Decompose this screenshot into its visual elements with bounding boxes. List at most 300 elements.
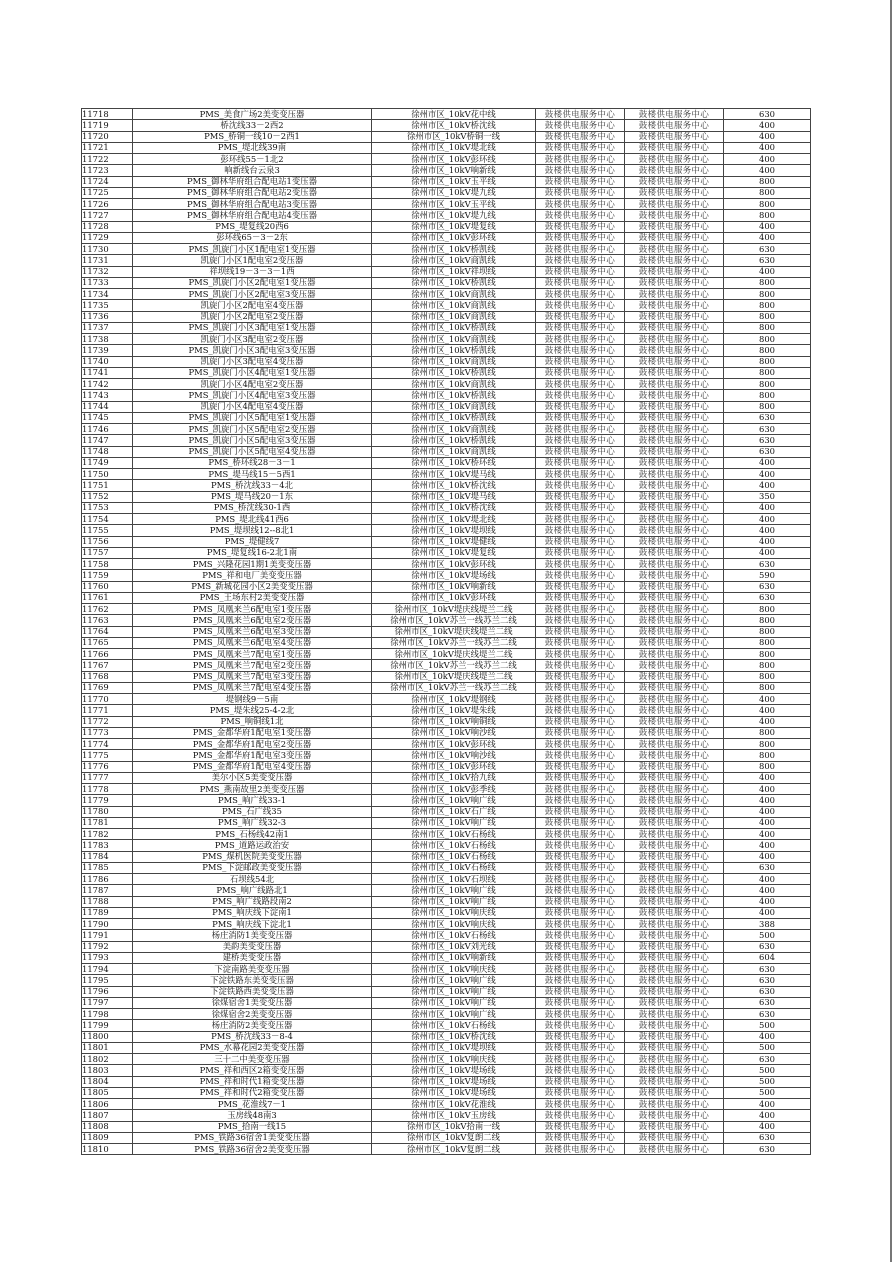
transformer-name-cell: PMS_兴隆花园1期1美变变压器 (133, 559, 372, 570)
management-center-cell: 鼓楼供电服务中心 (625, 997, 724, 1008)
management-center-cell: 鼓楼供电服务中心 (625, 289, 724, 300)
transformer-name-cell: PMS_响广线32-3 (133, 817, 372, 828)
service-center-cell: 鼓楼供电服务中心 (536, 334, 625, 345)
transformer-name-cell: PMS_凯旋门小区5配电室3变压器 (133, 435, 372, 446)
transformer-name-cell: PMS_金都华府1配电室3变压器 (133, 750, 372, 761)
table-row (82, 1087, 811, 1098)
service-center-cell: 鼓楼供电服务中心 (536, 637, 625, 648)
transformer-name-cell: PMS_石杨线42南1 (133, 829, 372, 840)
table-row (82, 379, 811, 390)
table-row (82, 1144, 811, 1155)
transformer-name-cell: 凯旋门小区4配电室4变压器 (133, 401, 372, 412)
row-id-cell: 11793 (82, 952, 133, 963)
service-center-cell: 鼓楼供电服务中心 (536, 176, 625, 187)
capacity-cell: 400 (724, 817, 811, 828)
table-row (82, 536, 811, 547)
capacity-cell: 630 (724, 435, 811, 446)
service-center-cell: 鼓楼供电服务中心 (536, 356, 625, 367)
feeder-line-cell: 徐州市区_10kV桥凯线 (372, 244, 536, 255)
service-center-cell: 鼓楼供电服务中心 (536, 817, 625, 828)
table-row (82, 1132, 811, 1143)
feeder-line-cell: 徐州市区_10kV玉房线 (372, 1110, 536, 1121)
capacity-cell: 400 (724, 142, 811, 153)
table-row (82, 559, 811, 570)
table-row (82, 829, 811, 840)
management-center-cell: 鼓楼供电服务中心 (625, 649, 724, 660)
management-center-cell: 鼓楼供电服务中心 (625, 907, 724, 918)
transformer-name-cell: 凯旋门小区2配电室2变压器 (133, 311, 372, 322)
capacity-cell: 500 (724, 1087, 811, 1098)
row-id-cell: 11725 (82, 187, 133, 198)
service-center-cell: 鼓楼供电服务中心 (536, 874, 625, 885)
feeder-line-cell: 徐州市区_10kV堤复线 (372, 547, 536, 558)
service-center-cell: 鼓楼供电服务中心 (536, 131, 625, 142)
service-center-cell: 鼓楼供电服务中心 (536, 997, 625, 1008)
management-center-cell: 鼓楼供电服务中心 (625, 829, 724, 840)
management-center-cell: 鼓楼供电服务中心 (625, 784, 724, 795)
management-center-cell: 鼓楼供电服务中心 (625, 446, 724, 457)
management-center-cell: 鼓楼供电服务中心 (625, 705, 724, 716)
table-row (82, 390, 811, 401)
transformer-name-cell: PMS_堤马线20－1东 (133, 491, 372, 502)
transformer-name-cell: PMS_堤北线41西6 (133, 514, 372, 525)
transformer-name-cell: 凯旋门小区2配电室4变压器 (133, 300, 372, 311)
capacity-cell: 400 (724, 885, 811, 896)
table-row (82, 491, 811, 502)
capacity-cell: 800 (724, 727, 811, 738)
row-id-cell: 11739 (82, 345, 133, 356)
table-row (82, 469, 811, 480)
management-center-cell: 鼓楼供电服务中心 (625, 964, 724, 975)
row-id-cell: 11797 (82, 997, 133, 1008)
row-id-cell: 11761 (82, 592, 133, 603)
capacity-cell: 800 (724, 322, 811, 333)
service-center-cell: 鼓楼供电服务中心 (536, 570, 625, 581)
capacity-cell: 630 (724, 255, 811, 266)
table-row (82, 705, 811, 716)
capacity-cell: 500 (724, 1020, 811, 1031)
table-row (82, 345, 811, 356)
row-id-cell: 11762 (82, 604, 133, 615)
row-id-cell: 11724 (82, 176, 133, 187)
capacity-cell: 500 (724, 1065, 811, 1076)
row-id-cell: 11808 (82, 1121, 133, 1132)
row-id-cell: 11741 (82, 367, 133, 378)
management-center-cell: 鼓楼供电服务中心 (625, 806, 724, 817)
row-id-cell: 11806 (82, 1099, 133, 1110)
management-center-cell: 鼓楼供电服务中心 (625, 322, 724, 333)
table-row (82, 480, 811, 491)
row-id-cell: 11765 (82, 637, 133, 648)
capacity-cell: 800 (724, 345, 811, 356)
row-id-cell: 11783 (82, 840, 133, 851)
row-id-cell: 11755 (82, 525, 133, 536)
table-row (82, 795, 811, 806)
service-center-cell: 鼓楼供电服务中心 (536, 390, 625, 401)
management-center-cell: 鼓楼供电服务中心 (625, 367, 724, 378)
service-center-cell: 鼓楼供电服务中心 (536, 424, 625, 435)
service-center-cell: 鼓楼供电服务中心 (536, 412, 625, 423)
table-row (82, 907, 811, 918)
feeder-line-cell: 徐州市区_10kV桥沈线 (372, 502, 536, 513)
management-center-cell: 鼓楼供电服务中心 (625, 525, 724, 536)
table-row (82, 154, 811, 165)
row-id-cell: 11732 (82, 266, 133, 277)
management-center-cell: 鼓楼供电服务中心 (625, 817, 724, 828)
row-id-cell: 11767 (82, 660, 133, 671)
feeder-line-cell: 徐州市区_10kV响沙线 (372, 750, 536, 761)
capacity-cell: 630 (724, 941, 811, 952)
service-center-cell: 鼓楼供电服务中心 (536, 1099, 625, 1110)
row-id-cell: 11769 (82, 682, 133, 693)
table-row (82, 930, 811, 941)
capacity-cell: 400 (724, 705, 811, 716)
transformer-name-cell: PMS_祥和时代1箱变变压器 (133, 1076, 372, 1087)
management-center-cell: 鼓楼供电服务中心 (625, 469, 724, 480)
table-row (82, 637, 811, 648)
feeder-line-cell: 徐州市区_10kV响庆线 (372, 919, 536, 930)
capacity-cell: 630 (724, 997, 811, 1008)
capacity-cell: 800 (724, 210, 811, 221)
service-center-cell: 鼓楼供电服务中心 (536, 930, 625, 941)
transformer-name-cell: PMS_凤凰来兰7配电室2变压器 (133, 660, 372, 671)
capacity-cell: 400 (724, 547, 811, 558)
row-id-cell: 11763 (82, 615, 133, 626)
transformer-name-cell: PMS_凯旋门小区5配电室1变压器 (133, 412, 372, 423)
row-id-cell: 11776 (82, 761, 133, 772)
service-center-cell: 鼓楼供电服务中心 (536, 705, 625, 716)
row-id-cell: 11758 (82, 559, 133, 570)
table-row (82, 1042, 811, 1053)
management-center-cell: 鼓楼供电服务中心 (625, 120, 724, 131)
management-center-cell: 鼓楼供电服务中心 (625, 232, 724, 243)
management-center-cell: 鼓楼供电服务中心 (625, 615, 724, 626)
capacity-cell: 388 (724, 919, 811, 930)
row-id-cell: 11781 (82, 817, 133, 828)
capacity-cell: 800 (724, 671, 811, 682)
service-center-cell: 鼓楼供电服务中心 (536, 187, 625, 198)
capacity-cell: 400 (724, 874, 811, 885)
management-center-cell: 鼓楼供电服务中心 (625, 401, 724, 412)
service-center-cell: 鼓楼供电服务中心 (536, 322, 625, 333)
service-center-cell: 鼓楼供电服务中心 (536, 907, 625, 918)
feeder-line-cell: 徐州市区_10kV彭环线 (372, 761, 536, 772)
management-center-cell: 鼓楼供电服务中心 (625, 570, 724, 581)
feeder-line-cell: 徐州市区_10kV桥凯线 (372, 390, 536, 401)
transformer-name-cell: PMS_御林华府组合配电站1变压器 (133, 176, 372, 187)
row-id-cell: 11723 (82, 165, 133, 176)
service-center-cell: 鼓楼供电服务中心 (536, 919, 625, 930)
capacity-cell: 400 (724, 694, 811, 705)
service-center-cell: 鼓楼供电服务中心 (536, 784, 625, 795)
table-row (82, 244, 811, 255)
feeder-line-cell: 徐州市区_10kV彭环线 (372, 232, 536, 243)
feeder-line-cell: 徐州市区_10kV复朗二线 (372, 1144, 536, 1155)
capacity-cell: 400 (724, 221, 811, 232)
service-center-cell: 鼓楼供电服务中心 (536, 1054, 625, 1065)
table-row (82, 525, 811, 536)
row-id-cell: 11721 (82, 142, 133, 153)
row-id-cell: 11768 (82, 671, 133, 682)
row-id-cell: 11745 (82, 412, 133, 423)
capacity-cell: 800 (724, 682, 811, 693)
service-center-cell: 鼓楼供电服务中心 (536, 536, 625, 547)
transformer-name-cell: PMS_金都华府1配电室4变压器 (133, 761, 372, 772)
transformer-name-cell: PMS_凤凰来兰7配电室3变压器 (133, 671, 372, 682)
capacity-cell: 800 (724, 367, 811, 378)
transformer-name-cell: PMS_堤坝线12--8北1 (133, 525, 372, 536)
row-id-cell: 11805 (82, 1087, 133, 1098)
transformer-name-cell: 徐煤宿舍2美变变压器 (133, 1009, 372, 1020)
table-row (82, 840, 811, 851)
row-id-cell: 11731 (82, 255, 133, 266)
service-center-cell: 鼓楼供电服务中心 (536, 1110, 625, 1121)
service-center-cell: 鼓楼供电服务中心 (536, 581, 625, 592)
transformer-name-cell: PMS_堤复线20西6 (133, 221, 372, 232)
table-row (82, 187, 811, 198)
management-center-cell: 鼓楼供电服务中心 (625, 435, 724, 446)
feeder-line-cell: 徐州市区_10kV祥坝线 (372, 266, 536, 277)
table-row (82, 1110, 811, 1121)
transformer-name-cell: 下淀铁路西美变变压器 (133, 986, 372, 997)
feeder-line-cell: 徐州市区_10kV商凯线 (372, 289, 536, 300)
feeder-line-cell: 徐州市区_10kV彭环线 (372, 739, 536, 750)
capacity-cell: 630 (724, 1144, 811, 1155)
feeder-line-cell: 徐州市区_10kV桥凯线 (372, 322, 536, 333)
management-center-cell: 鼓楼供电服务中心 (625, 975, 724, 986)
service-center-cell: 鼓楼供电服务中心 (536, 311, 625, 322)
feeder-line-cell: 徐州市区_10kV堤钢线 (372, 694, 536, 705)
capacity-cell: 500 (724, 930, 811, 941)
transformer-name-cell: PMS_凤凰来兰7配电室4变压器 (133, 682, 372, 693)
row-id-cell: 11760 (82, 581, 133, 592)
feeder-line-cell: 徐州市区_10kV堤北线 (372, 142, 536, 153)
service-center-cell: 鼓楼供电服务中心 (536, 480, 625, 491)
capacity-cell: 800 (724, 390, 811, 401)
table-row (82, 412, 811, 423)
table-row (82, 1009, 811, 1020)
feeder-line-cell: 徐州市区_10kV响广线 (372, 986, 536, 997)
transformer-name-cell: 杨庄消防1美变变压器 (133, 930, 372, 941)
row-id-cell: 11784 (82, 851, 133, 862)
management-center-cell: 鼓楼供电服务中心 (625, 255, 724, 266)
capacity-cell: 630 (724, 244, 811, 255)
row-id-cell: 11722 (82, 154, 133, 165)
service-center-cell: 鼓楼供电服务中心 (536, 649, 625, 660)
management-center-cell: 鼓楼供电服务中心 (625, 1042, 724, 1053)
feeder-line-cell: 徐州市区_10kV桥凯线 (372, 412, 536, 423)
feeder-line-cell: 徐州市区_10kV苏兰一线苏兰二线 (372, 682, 536, 693)
table-row (82, 221, 811, 232)
capacity-cell: 400 (724, 716, 811, 727)
management-center-cell: 鼓楼供电服务中心 (625, 559, 724, 570)
row-id-cell: 11733 (82, 277, 133, 288)
row-id-cell: 11787 (82, 885, 133, 896)
feeder-line-cell: 徐州市区_10kV堤场线 (372, 1076, 536, 1087)
transformer-name-cell: PMS_响庆线下淀南1 (133, 907, 372, 918)
feeder-line-cell: 徐州市区_10kV桥凯线 (372, 435, 536, 446)
transformer-name-cell: PMS_凯旋门小区2配电室3变压器 (133, 289, 372, 300)
feeder-line-cell: 徐州市区_10kV堤九线 (372, 210, 536, 221)
capacity-cell: 800 (724, 660, 811, 671)
table-row (82, 210, 811, 221)
row-id-cell: 11804 (82, 1076, 133, 1087)
management-center-cell: 鼓楼供电服务中心 (625, 1132, 724, 1143)
transformer-name-cell: PMS_响广线33-1 (133, 795, 372, 806)
feeder-line-cell: 徐州市区_10kV响广线 (372, 975, 536, 986)
table-row (82, 615, 811, 626)
capacity-cell: 800 (724, 199, 811, 210)
transformer-name-cell: 建桥美变变压器 (133, 952, 372, 963)
feeder-line-cell: 徐州市区_10kV桥沈线 (372, 1031, 536, 1042)
capacity-cell: 800 (724, 187, 811, 198)
transformer-name-cell: PMS_御林华府组合配电站4变压器 (133, 210, 372, 221)
management-center-cell: 鼓楼供电服务中心 (625, 491, 724, 502)
table-row (82, 266, 811, 277)
row-id-cell: 11744 (82, 401, 133, 412)
service-center-cell: 鼓楼供电服务中心 (536, 165, 625, 176)
feeder-line-cell: 徐州市区_10kV商凯线 (372, 401, 536, 412)
feeder-line-cell: 徐州市区_10kV堤场线 (372, 1087, 536, 1098)
capacity-cell: 630 (724, 862, 811, 873)
table-row (82, 322, 811, 333)
table-row (82, 986, 811, 997)
feeder-line-cell: 徐州市区_10kV堤九线 (372, 187, 536, 198)
row-id-cell: 11800 (82, 1031, 133, 1042)
management-center-cell: 鼓楼供电服务中心 (625, 1110, 724, 1121)
service-center-cell: 鼓楼供电服务中心 (536, 840, 625, 851)
service-center-cell: 鼓楼供电服务中心 (536, 941, 625, 952)
feeder-line-cell: 徐州市区_10kV堤庆线堤兰二线 (372, 649, 536, 660)
capacity-cell: 400 (724, 457, 811, 468)
service-center-cell: 鼓楼供电服务中心 (536, 457, 625, 468)
transformer-name-cell: PMS_凤凰来兰7配电室1变压器 (133, 649, 372, 660)
service-center-cell: 鼓楼供电服务中心 (536, 379, 625, 390)
service-center-cell: 鼓楼供电服务中心 (536, 772, 625, 783)
management-center-cell: 鼓楼供电服务中心 (625, 457, 724, 468)
table-row (82, 941, 811, 952)
feeder-line-cell: 徐州市区_10kV彭环线 (372, 592, 536, 603)
table-row (82, 356, 811, 367)
capacity-cell: 630 (724, 424, 811, 435)
capacity-cell: 800 (724, 379, 811, 390)
table-row (82, 502, 811, 513)
management-center-cell: 鼓楼供电服务中心 (625, 592, 724, 603)
feeder-line-cell: 徐州市区_10kV石杨线 (372, 862, 536, 873)
management-center-cell: 鼓楼供电服务中心 (625, 311, 724, 322)
service-center-cell: 鼓楼供电服务中心 (536, 525, 625, 536)
capacity-cell: 800 (724, 289, 811, 300)
service-center-cell: 鼓楼供电服务中心 (536, 1132, 625, 1143)
feeder-line-cell: 徐州市区_10kV商凯线 (372, 356, 536, 367)
capacity-cell: 630 (724, 592, 811, 603)
service-center-cell: 鼓楼供电服务中心 (536, 727, 625, 738)
service-center-cell: 鼓楼供电服务中心 (536, 1121, 625, 1132)
feeder-line-cell: 徐州市区_10kV苏兰一线苏兰二线 (372, 637, 536, 648)
feeder-line-cell: 徐州市区_10kV石广线 (372, 806, 536, 817)
row-id-cell: 11778 (82, 784, 133, 795)
row-id-cell: 11749 (82, 457, 133, 468)
management-center-cell: 鼓楼供电服务中心 (625, 266, 724, 277)
management-center-cell: 鼓楼供电服务中心 (625, 1076, 724, 1087)
row-id-cell: 11742 (82, 379, 133, 390)
table-row (82, 727, 811, 738)
management-center-cell: 鼓楼供电服务中心 (625, 581, 724, 592)
feeder-line-cell: 徐州市区_10kV桥凯线 (372, 277, 536, 288)
row-id-cell: 11791 (82, 930, 133, 941)
transformer-name-cell: PMS_水幕花园2美变变压器 (133, 1042, 372, 1053)
table-row (82, 592, 811, 603)
service-center-cell: 鼓楼供电服务中心 (536, 559, 625, 570)
feeder-line-cell: 徐州市区_10kV商凯线 (372, 446, 536, 457)
management-center-cell: 鼓楼供电服务中心 (625, 851, 724, 862)
service-center-cell: 鼓楼供电服务中心 (536, 120, 625, 131)
table-row (82, 1121, 811, 1132)
transformer-name-cell: 美韵美变变压器 (133, 941, 372, 952)
row-id-cell: 11801 (82, 1042, 133, 1053)
transformer-name-cell: 桥沈线33－2西2 (133, 120, 372, 131)
transformer-name-cell: PMS_响广线路段南2 (133, 896, 372, 907)
table-row (82, 817, 811, 828)
management-center-cell: 鼓楼供电服务中心 (625, 142, 724, 153)
management-center-cell: 鼓楼供电服务中心 (625, 930, 724, 941)
feeder-line-cell: 徐州市区_10kV石杨线 (372, 829, 536, 840)
capacity-cell: 800 (724, 604, 811, 615)
row-id-cell: 11770 (82, 694, 133, 705)
feeder-line-cell: 徐州市区_10kV堤场线 (372, 1065, 536, 1076)
management-center-cell: 鼓楼供电服务中心 (625, 660, 724, 671)
capacity-cell: 400 (724, 795, 811, 806)
management-center-cell: 鼓楼供电服务中心 (625, 1020, 724, 1031)
management-center-cell: 鼓楼供电服务中心 (625, 547, 724, 558)
table-row (82, 964, 811, 975)
transformer-name-cell: PMS_凯旋门小区3配电室3变压器 (133, 345, 372, 356)
transformer-name-cell: 凯旋门小区3配电室2变压器 (133, 334, 372, 345)
feeder-line-cell: 徐州市区_10kV堤庆线堤兰二线 (372, 604, 536, 615)
management-center-cell: 鼓楼供电服务中心 (625, 896, 724, 907)
management-center-cell: 鼓楼供电服务中心 (625, 210, 724, 221)
capacity-cell: 400 (724, 165, 811, 176)
service-center-cell: 鼓楼供电服务中心 (536, 682, 625, 693)
table-row (82, 120, 811, 131)
service-center-cell: 鼓楼供电服务中心 (536, 109, 625, 120)
feeder-line-cell: 徐州市区_10kV响庆线 (372, 964, 536, 975)
service-center-cell: 鼓楼供电服务中心 (536, 300, 625, 311)
management-center-cell: 鼓楼供电服务中心 (625, 1099, 724, 1110)
feeder-line-cell: 徐州市区_10kV桥凯线 (372, 345, 536, 356)
transformer-name-cell: 凯旋门小区3配电室4变压器 (133, 356, 372, 367)
management-center-cell: 鼓楼供电服务中心 (625, 1065, 724, 1076)
capacity-cell: 630 (724, 1009, 811, 1020)
row-id-cell: 11798 (82, 1009, 133, 1020)
row-id-cell: 11774 (82, 739, 133, 750)
transformer-name-cell: PMS_桥环线28－3－1 (133, 457, 372, 468)
transformer-name-cell: PMS_凯旋门小区4配电室1变压器 (133, 367, 372, 378)
management-center-cell: 鼓楼供电服务中心 (625, 1031, 724, 1042)
table-row (82, 1031, 811, 1042)
management-center-cell: 鼓楼供电服务中心 (625, 244, 724, 255)
feeder-line-cell: 徐州市区_10kV堤庆线堤兰二线 (372, 626, 536, 637)
row-id-cell: 11772 (82, 716, 133, 727)
service-center-cell: 鼓楼供电服务中心 (536, 615, 625, 626)
capacity-cell: 800 (724, 739, 811, 750)
capacity-cell: 630 (724, 1054, 811, 1065)
service-center-cell: 鼓楼供电服务中心 (536, 221, 625, 232)
service-center-cell: 鼓楼供电服务中心 (536, 975, 625, 986)
table-row (82, 232, 811, 243)
feeder-line-cell: 徐州市区_10kV响广线 (372, 997, 536, 1008)
transformer-name-cell: 彭环线55－1北2 (133, 154, 372, 165)
